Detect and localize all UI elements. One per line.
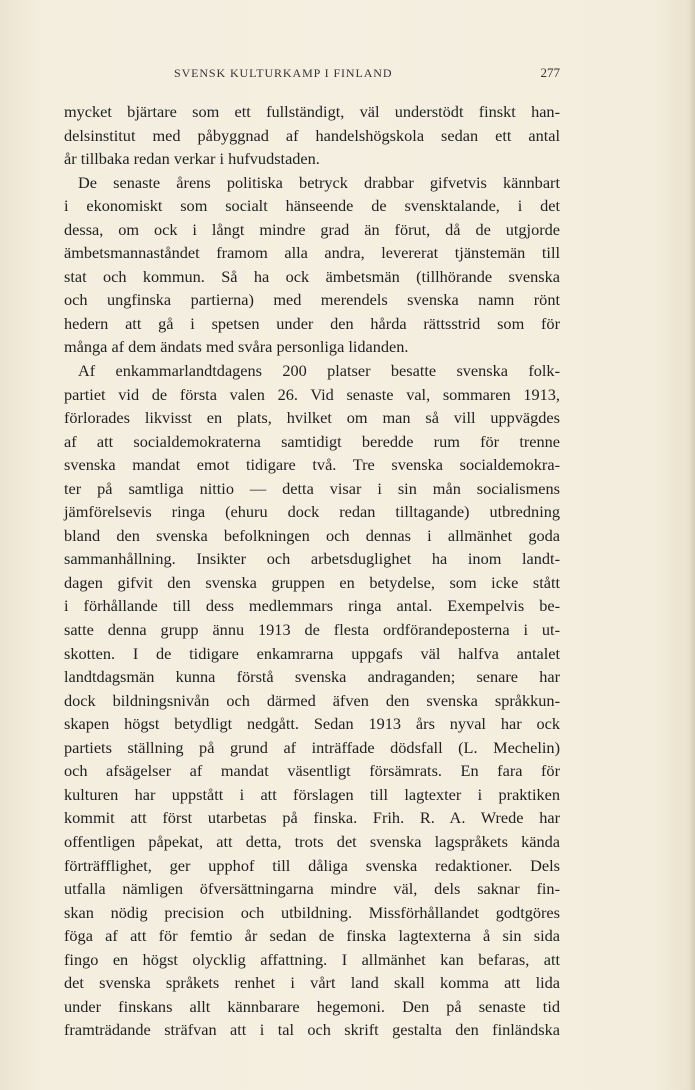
text-line: hedern att gå i spetsen under den hårda rättsstrid som för <box>64 313 560 333</box>
text-line: utfalla nämligen öfversättningarna mindre väl, dels saknar fin- <box>64 879 560 899</box>
text-line: dock bildningsnivån och därmed äfven den svenska språkkun- <box>64 690 560 710</box>
text-line: De senaste årens politiska betryck drabbar gifvetvis kännbart <box>78 172 560 192</box>
text-line: och afsägelser af mandat väsentligt försämrats. En fara för <box>64 761 560 781</box>
text-line: mycket bjärtare som ett fullständigt, väl understödt finskt han- <box>64 102 560 121</box>
running-title: SVENSK KULTURKAMP I FINLAND <box>174 66 393 80</box>
text-line: i förhållande till dess medlemmars ringa antal. Exempelvis be- <box>64 596 560 616</box>
text-line: dagen gifvit den svenska gruppen en betydelse, som icke stått <box>64 572 560 592</box>
text-line: jämförelsevis ringa (ehuru dock redan tilltagande) utbredning <box>64 502 560 522</box>
text-line: landtdagsmän kunna förstå svenska andraganden; senare har <box>64 667 560 687</box>
text-line: ter på samtliga nittio — detta visar i sin mån socialismens <box>64 478 560 498</box>
text-line: fingo en högst olycklig affattning. I allmänhet kan befaras, att <box>64 949 560 969</box>
text-line: partiets ställning på grund af inträffade dödsfall (L. Mechelin) <box>64 737 560 757</box>
body-text <box>64 100 560 1042</box>
text-line: många af dem ändats med svåra personliga lidanden. <box>64 337 409 357</box>
page-header <box>64 66 560 86</box>
text-line: offentligen påpekat, att detta, trots det svenska lagspråkets kända <box>64 831 560 851</box>
text-line: ämbetsmannaståndet framom alla andra, levererat tjänstemän till <box>64 243 560 263</box>
text-line: delsinstitut med påbyggnad af handelshögskola sedan ett antal <box>64 125 560 145</box>
text-line: framträdande sträfvan att i tal och skrift gestalta den finländska <box>64 1020 560 1040</box>
text-line: partiet vid de första valen 26. Vid senaste val, sommaren 1913, <box>64 384 560 404</box>
text-line: satte denna grupp ännu 1913 de flesta ordförandeposterna i ut- <box>64 620 560 640</box>
text-line: skan nödig precision och utbildning. Missförhållandet godtgöres <box>64 902 560 922</box>
text-line: år tillbaka redan verkar i hufvudstaden. <box>64 149 320 169</box>
text-line: bland den svenska befolkningen och dennas i allmänhet goda <box>64 525 560 545</box>
text-line: dessa, om ock i långt mindre grad än förut, då de utgjorde <box>64 219 560 239</box>
text-line: svenska mandat emot tidigare två. Tre svenska socialdemokra- <box>64 455 560 475</box>
text-line: förlorades likvisst en plats, hvilket om man så vill uppvägdes <box>64 408 560 428</box>
page-edge-shadow <box>689 0 695 1090</box>
text-line: föga af att för femtio år sedan de finska lagtexterna å sin sida <box>64 926 560 946</box>
page-number: 277 <box>540 65 560 80</box>
text-line: stat och kommun. Så ha ock ämbetsmän (tillhörande svenska <box>64 266 560 286</box>
text-line: kulturen har uppstått i att förslagen till lagtexter i praktiken <box>64 784 560 804</box>
text-line: skotten. I de tidigare enkamrarna uppgafs väl halfva antalet <box>64 643 560 663</box>
text-line: sammanhållning. Insikter och arbetsduglighet ha inom landt- <box>64 549 560 569</box>
text-line: Af enkammarlandtdagens 200 platser besatte svenska folk- <box>78 361 560 381</box>
text-line: skapen högst betydligt nedgått. Sedan 1913 års nyval har ock <box>64 714 560 734</box>
text-line: och ungfinska partierna) med merendels svenska namn rönt <box>64 290 560 310</box>
text-line: förträfflighet, ger upphof till dåliga svenska redaktioner. Dels <box>64 855 560 875</box>
text-line: i ekonomiskt som socialt hänseende de svensktalande, i det <box>64 196 560 216</box>
text-line: kommit att först utarbetas på finska. Frih. R. A. Wrede har <box>64 808 560 828</box>
text-line: under finskans allt kännbarare hegemoni. Den på senaste tid <box>64 996 560 1016</box>
text-line: af att socialdemokraterna samtidigt beredde rum för trenne <box>64 431 560 451</box>
text-line: det svenska språkets renhet i vårt land skall komma att lida <box>64 973 560 993</box>
